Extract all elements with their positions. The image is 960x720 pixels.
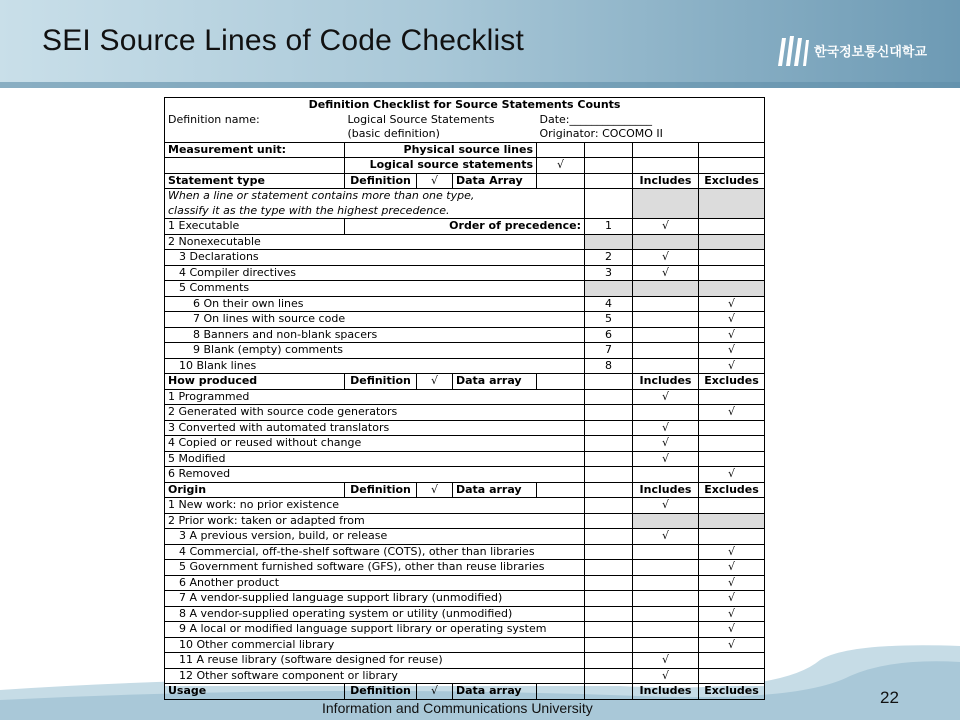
origin-includes-header: Includes xyxy=(633,482,699,498)
usage-definition-label: Definition xyxy=(345,684,417,700)
university-logo xyxy=(776,30,936,70)
how-produced-exclude-check: √ xyxy=(699,467,765,483)
how-produced-includes-header: Includes xyxy=(633,374,699,390)
statement-type-header: Statement type xyxy=(165,173,345,189)
origin-include-check xyxy=(633,575,699,591)
statement-exclude-check xyxy=(699,281,765,297)
origin-row xyxy=(165,560,765,576)
statement-order xyxy=(585,281,633,297)
origin-exclude-check xyxy=(699,653,765,669)
definition-name-label: Definition name: xyxy=(165,113,345,128)
origin-include-check xyxy=(633,513,699,529)
origin-row-label: 4 Commercial, off-the-shelf software (COTS), other than libraries xyxy=(165,544,585,560)
checklist-title: Definition Checklist for Source Statements Counts xyxy=(165,98,765,113)
how-produced-include-check: √ xyxy=(633,451,699,467)
origin-row-label: 5 Government furnished software (GFS), other than reuse libraries xyxy=(165,560,585,576)
statement-include-check xyxy=(633,312,699,328)
statement-order xyxy=(585,234,633,250)
statement-row xyxy=(165,296,765,312)
how-produced-header: How produced xyxy=(165,374,345,390)
statement-excludes-header: Excludes xyxy=(699,173,765,189)
statement-row xyxy=(165,343,765,359)
origin-row xyxy=(165,513,765,529)
statement-order: 3 xyxy=(585,265,633,281)
definition-name-value: Logical Source Statements xyxy=(347,112,495,126)
statement-include-check xyxy=(633,358,699,374)
statement-row xyxy=(165,281,765,297)
how-produced-row-label: 6 Removed xyxy=(165,467,585,483)
how-produced-data-array-label: Data array xyxy=(453,374,537,390)
statement-row xyxy=(165,265,765,281)
statement-row xyxy=(165,234,765,250)
origin-exclude-check xyxy=(699,498,765,514)
origin-include-check xyxy=(633,591,699,607)
how-produced-row-label: 1 Programmed xyxy=(165,389,585,405)
statement-order: 1 xyxy=(585,219,633,235)
slide-title: SEI Source Lines of Code Checklist xyxy=(42,24,525,57)
usage-header: Usage xyxy=(165,684,345,700)
usage-definition-check: √ xyxy=(417,684,453,700)
origin-row-label: 8 A vendor-supplied operating system or utility (unmodified) xyxy=(165,606,585,622)
page-number: 22 xyxy=(880,688,899,707)
physical-check-cell xyxy=(537,142,585,158)
how-produced-exclude-check xyxy=(699,420,765,436)
how-produced-exclude-check: √ xyxy=(699,405,765,421)
statement-include-check: √ xyxy=(633,265,699,281)
statement-exclude-check: √ xyxy=(699,296,765,312)
statement-row-label: 8 Banners and non-blank spacers xyxy=(165,327,585,343)
origin-row-label: 9 A local or modified language support library or operating system xyxy=(165,622,585,638)
statement-include-check xyxy=(633,343,699,359)
origin-include-check: √ xyxy=(633,498,699,514)
statement-row-label: 2 Nonexecutable xyxy=(165,234,585,250)
statement-row-label: 9 Blank (empty) comments xyxy=(165,343,585,359)
how-produced-definition-check: √ xyxy=(417,374,453,390)
origin-exclude-check: √ xyxy=(699,591,765,607)
statement-order: 8 xyxy=(585,358,633,374)
statement-include-check xyxy=(633,296,699,312)
statement-note-2: classify it as the type with the highest precedence. xyxy=(165,204,585,219)
how-produced-row xyxy=(165,420,765,436)
origin-exclude-check: √ xyxy=(699,606,765,622)
how-produced-row-label: 3 Converted with automated translators xyxy=(165,420,585,436)
statement-exclude-check: √ xyxy=(699,358,765,374)
origin-include-check xyxy=(633,622,699,638)
origin-include-check xyxy=(633,606,699,622)
origin-include-check: √ xyxy=(633,653,699,669)
how-produced-row-label: 5 Modified xyxy=(165,451,585,467)
statement-order: 7 xyxy=(585,343,633,359)
statement-row-label: 1 Executable xyxy=(165,219,345,235)
usage-data-array-label: Data array xyxy=(453,684,537,700)
statement-exclude-check xyxy=(699,219,765,235)
how-produced-exclude-check xyxy=(699,451,765,467)
origin-row-label: 12 Other software component or library xyxy=(165,668,585,684)
origin-row xyxy=(165,622,765,638)
origin-row-label: 10 Other commercial library xyxy=(165,637,585,653)
statement-exclude-check: √ xyxy=(699,343,765,359)
statement-row-label: 3 Declarations xyxy=(165,250,585,266)
origin-row xyxy=(165,653,765,669)
how-produced-include-check xyxy=(633,467,699,483)
logo-text: 한국정보통신대학교 xyxy=(814,44,928,60)
origin-exclude-check: √ xyxy=(699,560,765,576)
order-of-precedence-label: Order of precedence: xyxy=(345,219,585,235)
origin-row-label: 6 Another product xyxy=(165,575,585,591)
origin-row xyxy=(165,637,765,653)
statement-order: 6 xyxy=(585,327,633,343)
statement-row-label: 6 On their own lines xyxy=(165,296,585,312)
statement-include-check xyxy=(633,234,699,250)
origin-include-check xyxy=(633,560,699,576)
statement-row xyxy=(165,250,765,266)
statement-exclude-check: √ xyxy=(699,327,765,343)
statement-data-array-label: Data Array xyxy=(453,173,537,189)
origin-row xyxy=(165,498,765,514)
origin-row xyxy=(165,668,765,684)
physical-source-lines: Physical source lines xyxy=(345,142,537,158)
origin-include-check: √ xyxy=(633,529,699,545)
origin-include-check: √ xyxy=(633,668,699,684)
how-produced-include-check: √ xyxy=(633,420,699,436)
measurement-unit-label: Measurement unit: xyxy=(165,142,345,158)
how-produced-excludes-header: Excludes xyxy=(699,374,765,390)
origin-include-check xyxy=(633,637,699,653)
definition-name-sub: (basic definition) xyxy=(345,127,537,142)
statement-row-label: 5 Comments xyxy=(165,281,585,297)
statement-order: 5 xyxy=(585,312,633,328)
how-produced-include-check: √ xyxy=(633,436,699,452)
statement-definition-check: √ xyxy=(417,173,453,189)
how-produced-include-check xyxy=(633,405,699,421)
origin-header: Origin xyxy=(165,482,345,498)
logical-check: √ xyxy=(537,158,585,174)
statement-exclude-check xyxy=(699,234,765,250)
origin-exclude-check xyxy=(699,668,765,684)
origin-data-array-label: Data array xyxy=(453,482,537,498)
checklist-sheet xyxy=(164,97,764,698)
date-field: Date:_______________ xyxy=(537,113,765,128)
icu-logo-icon xyxy=(776,32,810,68)
how-produced-include-check: √ xyxy=(633,389,699,405)
statement-row xyxy=(165,327,765,343)
origin-exclude-check: √ xyxy=(699,622,765,638)
origin-row xyxy=(165,544,765,560)
origin-row-label: 2 Prior work: taken or adapted from xyxy=(165,513,585,529)
statement-includes-header: Includes xyxy=(633,173,699,189)
statement-row-label: 10 Blank lines xyxy=(165,358,585,374)
how-produced-exclude-check xyxy=(699,389,765,405)
statement-order: 2 xyxy=(585,250,633,266)
origin-definition-check: √ xyxy=(417,482,453,498)
statement-note-1: When a line or statement contains more than one type, xyxy=(165,189,585,204)
how-produced-row xyxy=(165,436,765,452)
statement-exclude-check xyxy=(699,265,765,281)
origin-excludes-header: Excludes xyxy=(699,482,765,498)
origin-row-label: 3 A previous version, build, or release xyxy=(165,529,585,545)
statement-exclude-check: √ xyxy=(699,312,765,328)
how-produced-row xyxy=(165,405,765,421)
how-produced-row xyxy=(165,389,765,405)
statement-include-check xyxy=(633,327,699,343)
origin-row xyxy=(165,575,765,591)
origin-row-label: 7 A vendor-supplied language support library (unmodified) xyxy=(165,591,585,607)
statement-include-check: √ xyxy=(633,219,699,235)
logical-source-statements: Logical source statements xyxy=(345,158,537,174)
statement-exclude-check xyxy=(699,250,765,266)
origin-exclude-check xyxy=(699,529,765,545)
origin-exclude-check xyxy=(699,513,765,529)
originator: Originator: COCOMO II xyxy=(537,127,765,142)
how-produced-row-label: 2 Generated with source code generators xyxy=(165,405,585,421)
checklist-table xyxy=(164,97,765,700)
origin-row xyxy=(165,591,765,607)
origin-definition-label: Definition xyxy=(345,482,417,498)
statement-include-check: √ xyxy=(633,250,699,266)
how-produced-row xyxy=(165,467,765,483)
origin-exclude-check: √ xyxy=(699,575,765,591)
usage-excludes-header: Excludes xyxy=(699,684,765,700)
how-produced-exclude-check xyxy=(699,436,765,452)
statement-definition-label: Definition xyxy=(345,173,417,189)
origin-include-check xyxy=(633,544,699,560)
footer-university: Information and Communications University xyxy=(322,700,593,716)
origin-row xyxy=(165,529,765,545)
origin-row-label: 1 New work: no prior existence xyxy=(165,498,585,514)
statement-include-check xyxy=(633,281,699,297)
origin-exclude-check: √ xyxy=(699,637,765,653)
usage-includes-header: Includes xyxy=(633,684,699,700)
origin-exclude-check: √ xyxy=(699,544,765,560)
statement-row xyxy=(165,358,765,374)
statement-order: 4 xyxy=(585,296,633,312)
how-produced-row-label: 4 Copied or reused without change xyxy=(165,436,585,452)
how-produced-row xyxy=(165,451,765,467)
statement-row-label: 4 Compiler directives xyxy=(165,265,585,281)
statement-row-label: 7 On lines with source code xyxy=(165,312,585,328)
how-produced-definition-label: Definition xyxy=(345,374,417,390)
statement-row xyxy=(165,312,765,328)
origin-row-label: 11 A reuse library (software designed for reuse) xyxy=(165,653,585,669)
origin-row xyxy=(165,606,765,622)
